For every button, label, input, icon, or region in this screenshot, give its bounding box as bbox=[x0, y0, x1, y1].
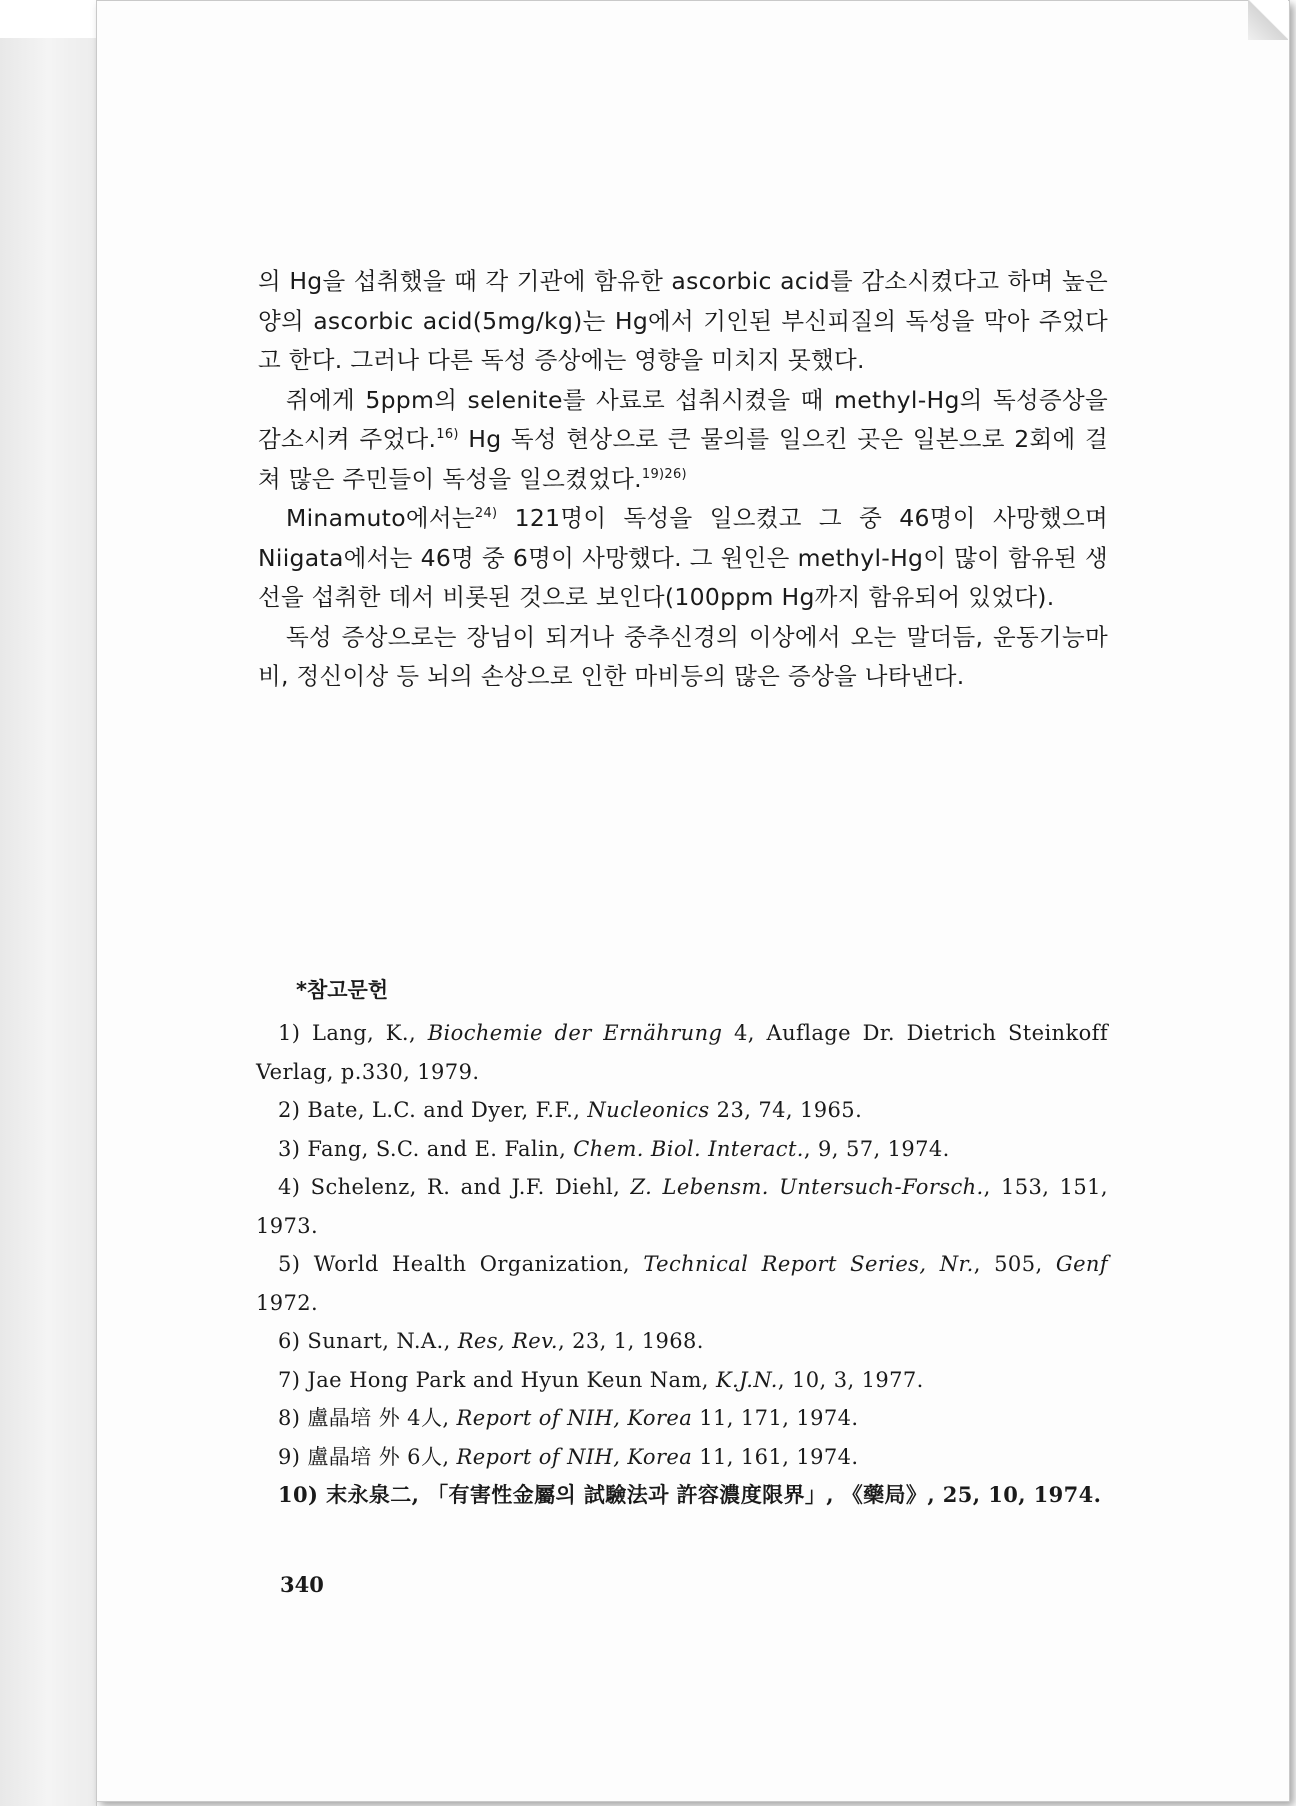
reference-item bbox=[256, 1014, 1108, 1091]
reference-n: 3) bbox=[278, 1136, 301, 1161]
reference-list bbox=[256, 1014, 1108, 1515]
reference-item bbox=[256, 1130, 1108, 1169]
reference-item bbox=[256, 1476, 1108, 1515]
paragraph-2 bbox=[258, 381, 1108, 500]
reference-a: Schelenz, R. and J.F. Diehl, bbox=[300, 1175, 631, 1199]
reference-a: 末永泉二, 「有害性金屬의 試驗法과 許容濃度限界」, 《藥局》, 25, 10, 1974. bbox=[318, 1482, 1102, 1507]
reference-b: , 505, bbox=[973, 1252, 1056, 1276]
reference-n: 5) bbox=[278, 1252, 301, 1276]
reference-i: Report of NIH, Korea bbox=[456, 1444, 693, 1469]
reference-a: Sunart, N.A., bbox=[300, 1329, 458, 1353]
paragraph-1: 의 Hg을 섭취했을 때 각 기관에 함유한 ascorbic acid를 감소시켰다고 하며 높은 양의 ascorbic acid(5mg/kg)는 Hg에서 기인된 부신피질의 독성을 막아 주었다고 한다. 그러나 다른 독성 증상에는 영향을 미치지 못했다. bbox=[258, 267, 1108, 374]
reference-i2: Genf bbox=[1055, 1252, 1108, 1276]
paragraph-4: 독성 증상으로는 장님이 되거나 중추신경의 이상에서 오는 말더듬, 운동기능마비, 정신이상 등 뇌의 손상으로 인한 마비등의 많은 증상을 나타낸다. bbox=[258, 622, 1108, 690]
reference-a: World Health Organization, bbox=[300, 1252, 644, 1276]
reference-i: Chem. Biol. Interact. bbox=[573, 1136, 804, 1161]
reference-item bbox=[256, 1168, 1108, 1245]
reference-n: 9) bbox=[278, 1444, 301, 1469]
reference-item bbox=[256, 1361, 1108, 1400]
reference-b: , 153, 151, 1973. bbox=[256, 1175, 1109, 1238]
reference-b: 11, 171, 1974. bbox=[692, 1406, 859, 1430]
reference-i: Nucleonics bbox=[587, 1098, 710, 1122]
reference-a: Jae Hong Park and Hyun Keun Nam, bbox=[300, 1367, 716, 1392]
reference-n: 10) bbox=[278, 1482, 319, 1507]
body-text bbox=[258, 262, 1108, 697]
citation-24: 24) bbox=[474, 506, 498, 521]
reference-item bbox=[256, 1438, 1108, 1477]
paragraph-3-text: Minamuto에서는 bbox=[286, 504, 475, 532]
references-title: *참고문헌 bbox=[296, 978, 389, 1002]
reference-item bbox=[256, 1245, 1108, 1322]
reference-c: 1972. bbox=[256, 1290, 319, 1315]
reference-n: 2) bbox=[278, 1098, 301, 1122]
reference-b: 23, 74, 1965. bbox=[709, 1098, 863, 1122]
paragraph-3 bbox=[258, 499, 1108, 618]
reference-b: , 23, 1, 1968. bbox=[557, 1329, 704, 1353]
page-number: 340 bbox=[280, 1572, 324, 1597]
reference-item bbox=[256, 1322, 1108, 1361]
reference-item bbox=[256, 1399, 1108, 1438]
reference-n: 8) bbox=[278, 1406, 301, 1430]
reference-item bbox=[256, 1091, 1108, 1130]
citation-19-26: 19)26) bbox=[641, 466, 687, 482]
paragraph-3-text-b: 121명이 독성을 일으켰고 그 중 46명이 사망했으며 Niigata에서는 46명 중 6명이 사망했다. 그 원인은 methyl-Hg이 많이 함유된 생선을 섭취한 데서 비롯된 것으로 보인다(100ppm Hg까지 함유되어 있었다). bbox=[258, 504, 1108, 611]
citation-16: 16) bbox=[436, 427, 459, 442]
reference-n: 4) bbox=[278, 1175, 301, 1199]
paragraph-2-text-b: Hg 독성 현상으로 큰 물의를 일으킨 곳은 일본으로 2회에 걸쳐 많은 주민들이 독성을 일으켰었다. bbox=[258, 425, 1109, 493]
reference-n: 6) bbox=[278, 1329, 301, 1353]
reference-i: K.J.N. bbox=[715, 1367, 778, 1392]
reference-i: Report of NIH, Korea bbox=[456, 1406, 693, 1430]
paragraph-2-text: 쥐에게 5ppm의 selenite를 사료로 섭취시켰을 때 methyl-Hg의 독성증상을 감소시켜 주었다. bbox=[258, 385, 1108, 453]
reference-a: 盧晶培 外 4人, bbox=[300, 1406, 457, 1430]
reference-b: , 10, 3, 1977. bbox=[777, 1367, 924, 1392]
reference-i: Technical Report Series, Nr. bbox=[643, 1252, 974, 1276]
reference-a: 盧晶培 外 6人, bbox=[300, 1444, 457, 1469]
reference-a: Bate, L.C. and Dyer, F.F., bbox=[300, 1098, 588, 1122]
reference-i: Biochemie der Ernährung bbox=[427, 1021, 723, 1045]
reference-a: Fang, S.C. and E. Falin, bbox=[300, 1136, 574, 1161]
reference-b: 11, 161, 1974. bbox=[692, 1444, 859, 1469]
reference-b: , 9, 57, 1974. bbox=[803, 1136, 950, 1161]
reference-i: Z. Lebensm. Untersuch-Forsch. bbox=[630, 1175, 984, 1199]
reference-b: 4, Auflage Dr. Dietrich Steinkoff Verlag, p.330, 1979. bbox=[256, 1021, 1108, 1084]
reference-i: Res, Rev. bbox=[457, 1329, 558, 1353]
reference-n: 7) bbox=[278, 1367, 301, 1392]
reference-a: Lang, K., bbox=[300, 1021, 428, 1045]
page-curl bbox=[1248, 0, 1288, 40]
reference-n: 1) bbox=[278, 1021, 301, 1045]
book-spine bbox=[0, 38, 97, 1806]
references bbox=[256, 972, 1108, 1515]
